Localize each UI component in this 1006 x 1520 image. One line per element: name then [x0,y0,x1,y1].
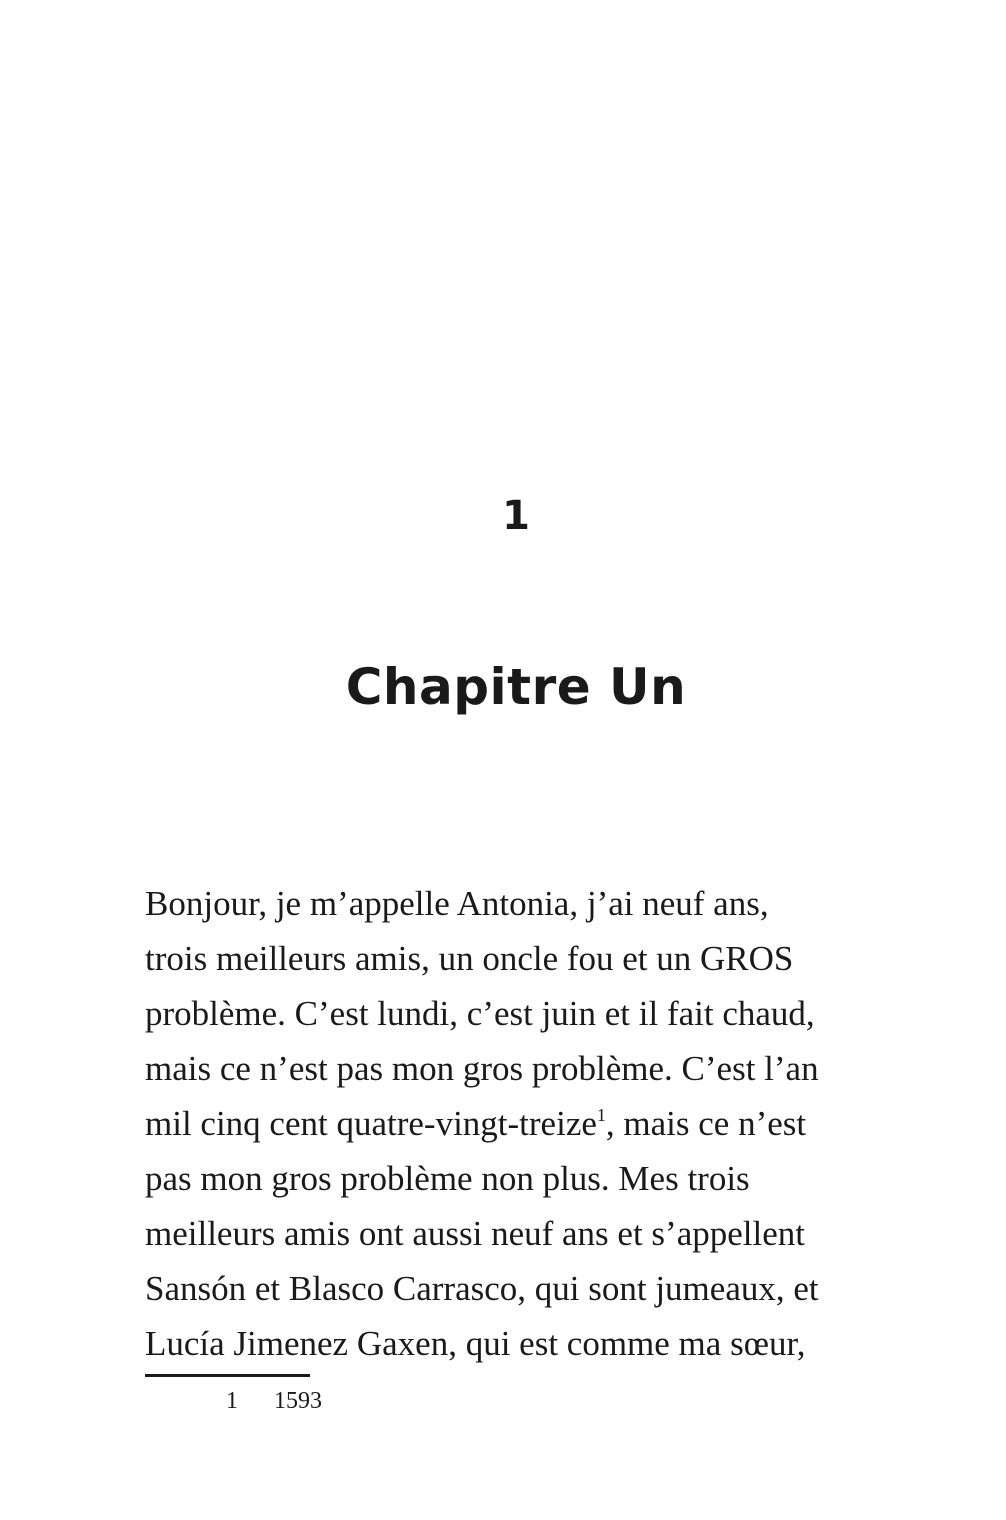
body-line: problème. C’est lundi, c’est juin et il fait chaud, [145,994,815,1033]
footnote [226,1386,322,1416]
footnote-marker: 1 [226,1388,238,1414]
body-line: meilleurs amis ont aussi neuf ans et s’appellent [145,1214,805,1253]
chapter-title: Chapitre Un [345,658,687,716]
body-line-with-footnote [145,1096,905,1151]
footnote-reference[interactable]: 1 [596,1105,606,1125]
body-line: mais ce n’est pas mon gros problème. C’est l’an [145,1049,819,1088]
body-paragraph [145,876,905,1371]
body-line: Bonjour, je m’appelle Antonia, j’ai neuf ans, [145,884,769,923]
body-line: trois meilleurs amis, un oncle fou et un GROS [145,939,794,978]
body-line: pas mon gros problème non plus. Mes trois [145,1159,750,1198]
chapter-number: 1 [502,493,530,539]
body-line: Sansón et Blasco Carrasco, qui sont jumeaux, et [145,1269,819,1308]
footnote-text: 1593 [274,1388,322,1414]
body-line: Lucía Jimenez Gaxen, qui est comme ma sœur, [145,1324,806,1363]
footnote-divider [145,1374,310,1377]
body-line-part: mil cinq cent quatre-vingt-treize [145,1104,597,1143]
body-line-part: , mais ce n’est [605,1104,807,1143]
